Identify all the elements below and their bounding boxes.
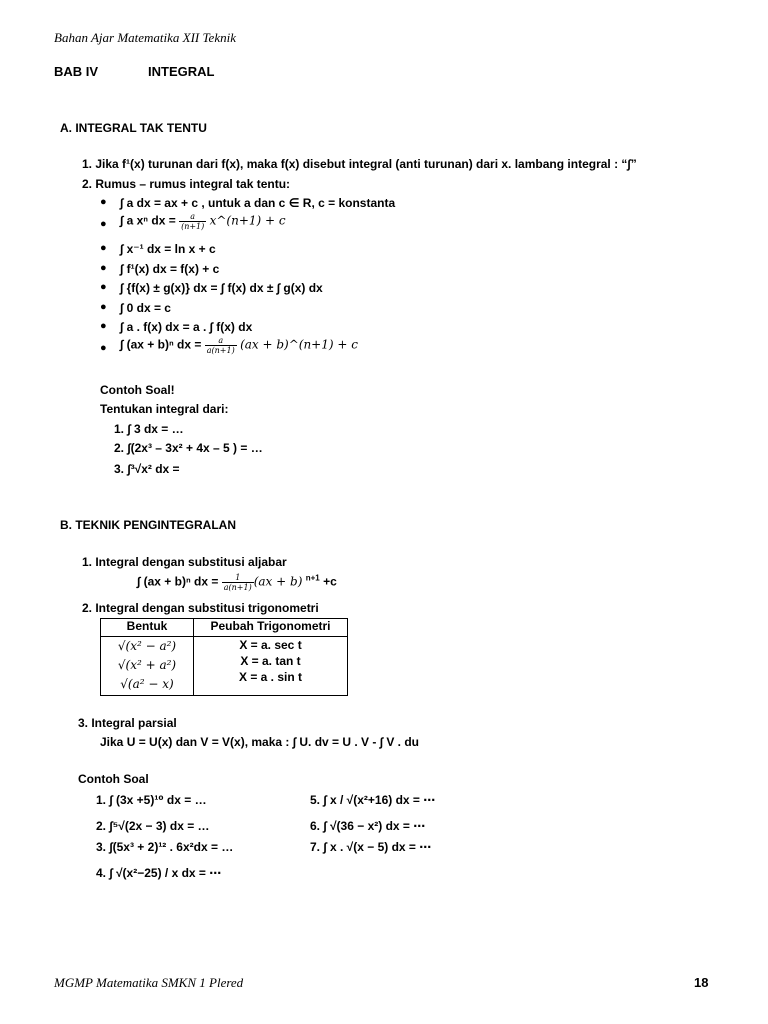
section-b-title: B. TEKNIK PENGINTEGRALAN [60, 518, 237, 532]
rule-8-fraction: $\frac{a}{a(n+1)}$ [206, 336, 235, 355]
substitution-left: ∫ (ax + b)ⁿ dx = [137, 574, 219, 589]
example-a-3: 3. ∫³√x² dx = [114, 462, 180, 476]
bullet-icon: ● [100, 301, 107, 313]
substitution-formula [137, 573, 337, 592]
rule-2 [120, 212, 286, 231]
page-number: 18 [694, 975, 709, 990]
example-a-2: 2. ∫(2x³ – 3x² + 4x – 5 ) = … [114, 441, 263, 455]
peubah-2: X = a. tan t [240, 654, 301, 668]
table-header-peubah: Peubah Trigonometri [194, 619, 348, 637]
example-b-1: 1. ∫ (3x +5)¹⁰ dx = … [96, 793, 207, 807]
footer-left: MGMP Matematika SMKN 1 Plered [54, 975, 244, 990]
bullet-icon: ● [100, 196, 107, 208]
rule-8 [120, 336, 358, 355]
example-b-7: 7. ∫ x . √(x − 5) dx = ⋯ [310, 840, 432, 854]
bullet-icon: ● [100, 320, 107, 332]
chapter-name: INTEGRAL [148, 64, 215, 79]
example-b-4: 4. ∫ √(x²−25) / x dx = ⋯ [96, 866, 222, 880]
section-a-title: A. INTEGRAL TAK TENTU [60, 121, 207, 135]
section-b-sub-2: 2. Integral dengan substitusi trigonometri [82, 601, 319, 615]
substitution-tail: +c [323, 574, 337, 589]
trig-substitution-table [100, 618, 348, 696]
rule-8-left: ∫ (ax + b)ⁿ dx = [120, 337, 202, 352]
example-b-3: 3. ∫(5x³ + 2)¹² . 6x²dx = … [96, 840, 234, 854]
bentuk-2: √(x² + a²) [117, 658, 177, 672]
substitution-fraction: $\frac{1}{a(n+1)}$ [223, 573, 252, 592]
table-cell-peubah [194, 637, 348, 696]
rule-6: ∫ 0 dx = c [120, 301, 171, 315]
bentuk-1: √(x² − a²) [117, 639, 177, 653]
peubah-1: X = a. sec t [239, 638, 302, 652]
example-b-title: Contoh Soal [78, 772, 149, 786]
rule-2-right: x^(n+1) + c [209, 213, 286, 228]
substitution-right: (ax + b) [253, 574, 303, 589]
bullet-icon: ● [100, 262, 107, 274]
rule-7: ∫ a . f(x) dx = a . ∫ f(x) dx [120, 320, 253, 334]
example-b-2: 2. ∫⁵√(2x − 3) dx = … [96, 819, 210, 833]
section-a-item-1: 1. Jika f¹(x) turunan dari f(x), maka f(x) disebut integral (anti turunan) dari x. lambang integral : “∫” [82, 157, 637, 171]
section-b-sub-1: 1. Integral dengan substitusi aljabar [82, 555, 287, 569]
bullet-icon: ● [100, 242, 107, 254]
rule-1: ∫ a dx = ax + c , untuk a dan c ∈ R, c = konstanta [120, 196, 396, 210]
table-cell-bentuk [101, 637, 194, 696]
substitution-exponent: n+1 [305, 573, 320, 583]
example-a-intro: Tentukan integral dari: [100, 402, 229, 416]
table-header-bentuk: Bentuk [101, 619, 194, 637]
bullet-icon: ● [100, 342, 107, 354]
example-a-title: Contoh Soal! [100, 383, 175, 397]
bullet-icon: ● [100, 218, 107, 230]
example-b-6: 6. ∫ √(36 − x²) dx = ⋯ [310, 819, 426, 833]
rule-4: ∫ f¹(x) dx = f(x) + c [120, 262, 220, 276]
example-a-1: 1. ∫ 3 dx = … [114, 422, 184, 436]
integral-parsial-formula: Jika U = U(x) dan V = V(x), maka : ∫ U. dv = U . V - ∫ V . du [100, 735, 419, 749]
peubah-3: X = a . sin t [238, 670, 303, 684]
section-b-sub-3: 3. Integral parsial [78, 716, 177, 730]
rule-8-right: (ax + b)^(n+1) + c [240, 337, 358, 352]
rule-2-left: ∫ a xⁿ dx = [120, 213, 176, 228]
chapter-number: BAB IV [54, 64, 99, 79]
rule-3: ∫ x⁻¹ dx = ln x + c [120, 242, 216, 256]
example-b-5: 5. ∫ x / √(x²+16) dx = ⋯ [310, 793, 436, 807]
bullet-icon: ● [100, 281, 107, 293]
header-title: Bahan Ajar Matematika XII Teknik [54, 30, 236, 45]
rule-5: ∫ {f(x) ± g(x)} dx = ∫ f(x) dx ± ∫ g(x) dx [120, 281, 323, 295]
bentuk-3: √(a² − x) [120, 677, 174, 691]
rule-2-fraction: $\frac{a}{(n+1)}$ [181, 212, 205, 231]
section-a-item-2: 2. Rumus – rumus integral tak tentu: [82, 177, 291, 191]
